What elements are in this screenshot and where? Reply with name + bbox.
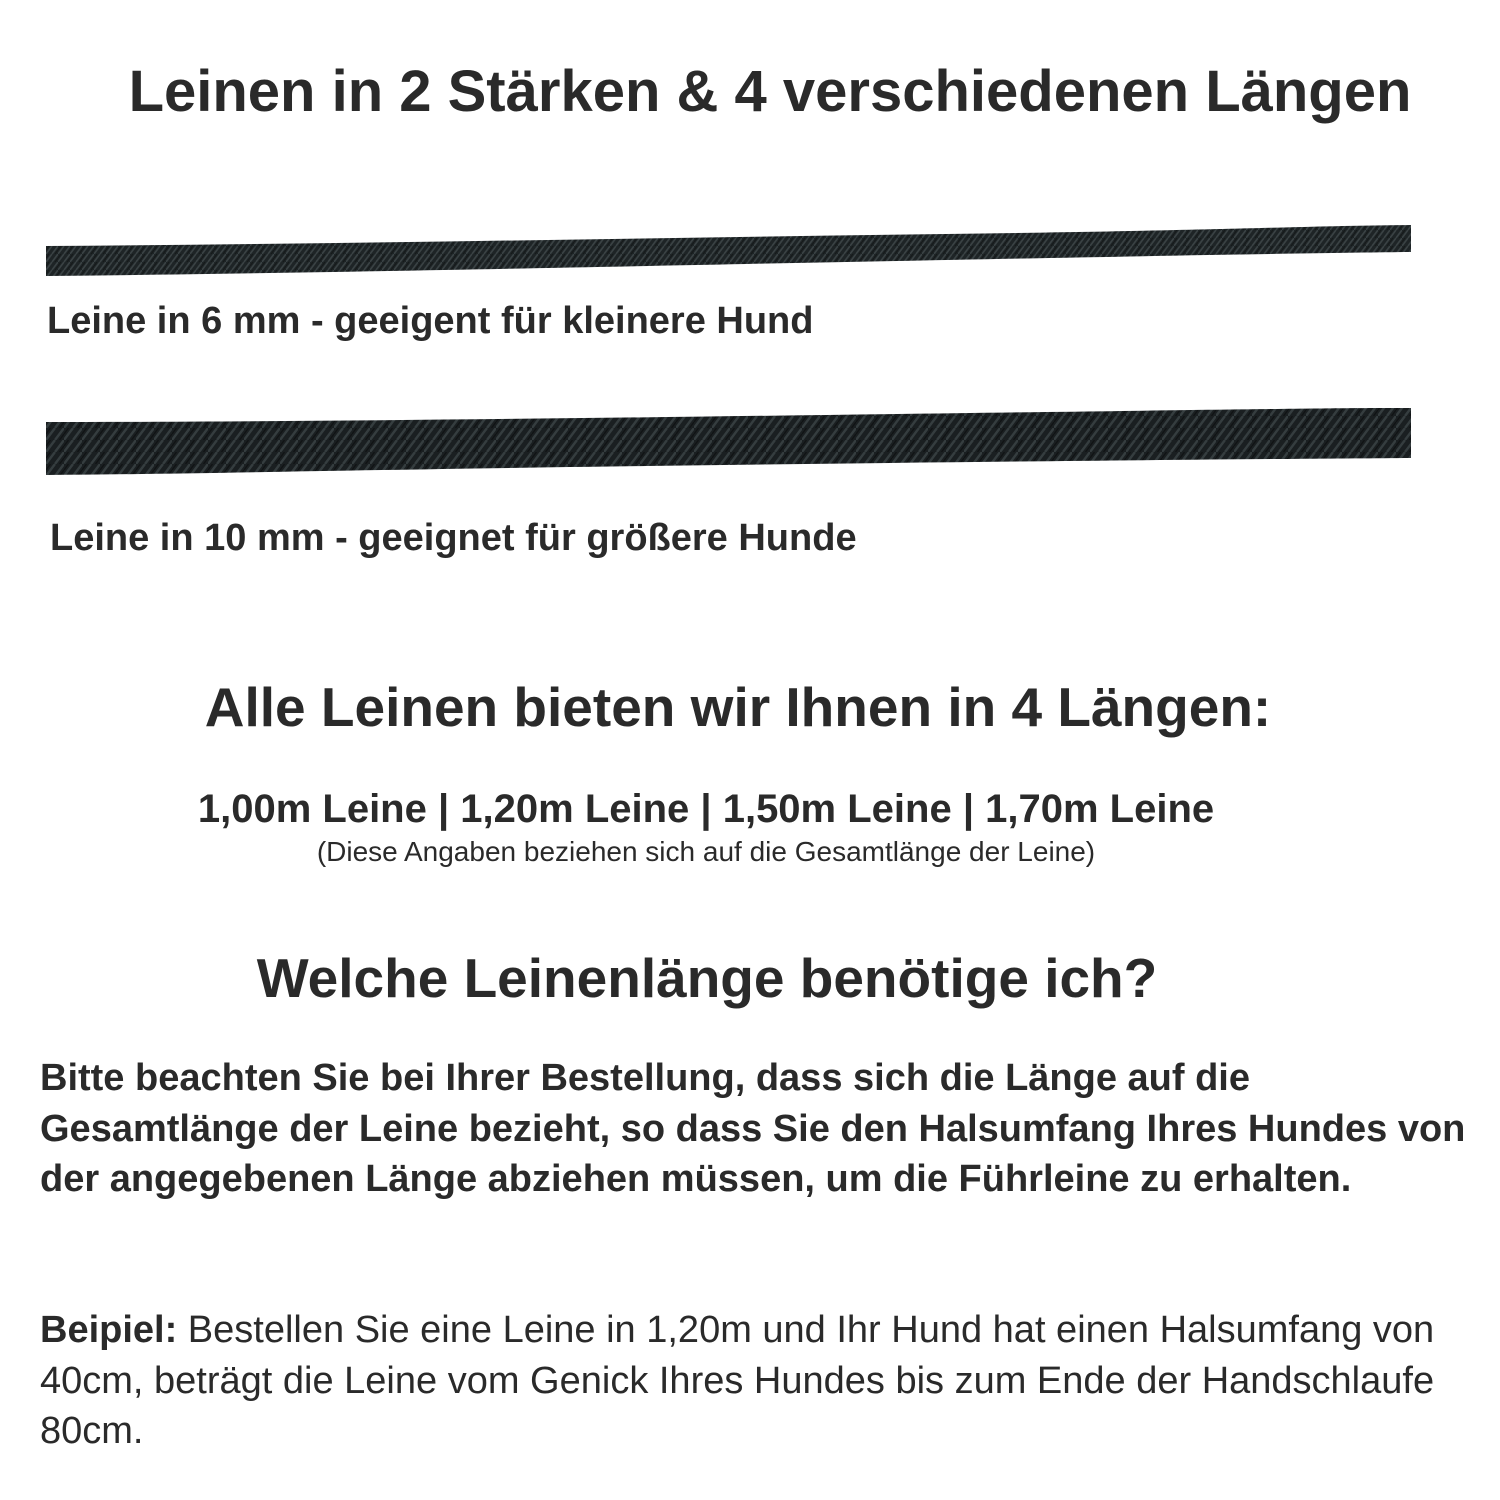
rope-6mm-image (46, 222, 1411, 278)
rope-10mm-label: Leine in 10 mm - geeignet für größere Hunde (50, 517, 857, 559)
rope-10mm-image (46, 404, 1411, 476)
lengths-heading: Alle Leinen bieten wir Ihnen in 4 Längen: (204, 676, 1272, 738)
order-notice: Bitte beachten Sie bei Ihrer Bestellung, dass sich die Länge auf die Gesamtlänge der Leine bezieht, so dass Sie den Halsumfang Ihres Hundes von der angegebenen Länge abziehen müssen, um die Führleine zu erhalten. (40, 1057, 1466, 1200)
lengths-note: (Diese Angaben beziehen sich auf die Gesamtlänge der Leine) (316, 836, 1096, 867)
example-paragraph (40, 1305, 1470, 1457)
rope-6mm-label: Leine in 6 mm - geeigent für kleinere Hund (47, 300, 814, 342)
example-label: Beipiel: (40, 1309, 178, 1351)
lengths-options: 1,00m Leine | 1,20m Leine | 1,50m Leine | 1,70m Leine (197, 787, 1215, 831)
page-title: Leinen in 2 Stärken & 4 verschiedenen Längen (128, 59, 1412, 124)
question-heading: Welche Leinenlänge benötige ich? (256, 947, 1158, 1009)
example-text: Bestellen Sie eine Leine in 1,20m und Ihr Hund hat einen Halsumfang von 40cm, beträgt die Leine vom Genick Ihres Hundes bis zum Ende der Handschlaufe 80cm. (40, 1309, 1435, 1452)
